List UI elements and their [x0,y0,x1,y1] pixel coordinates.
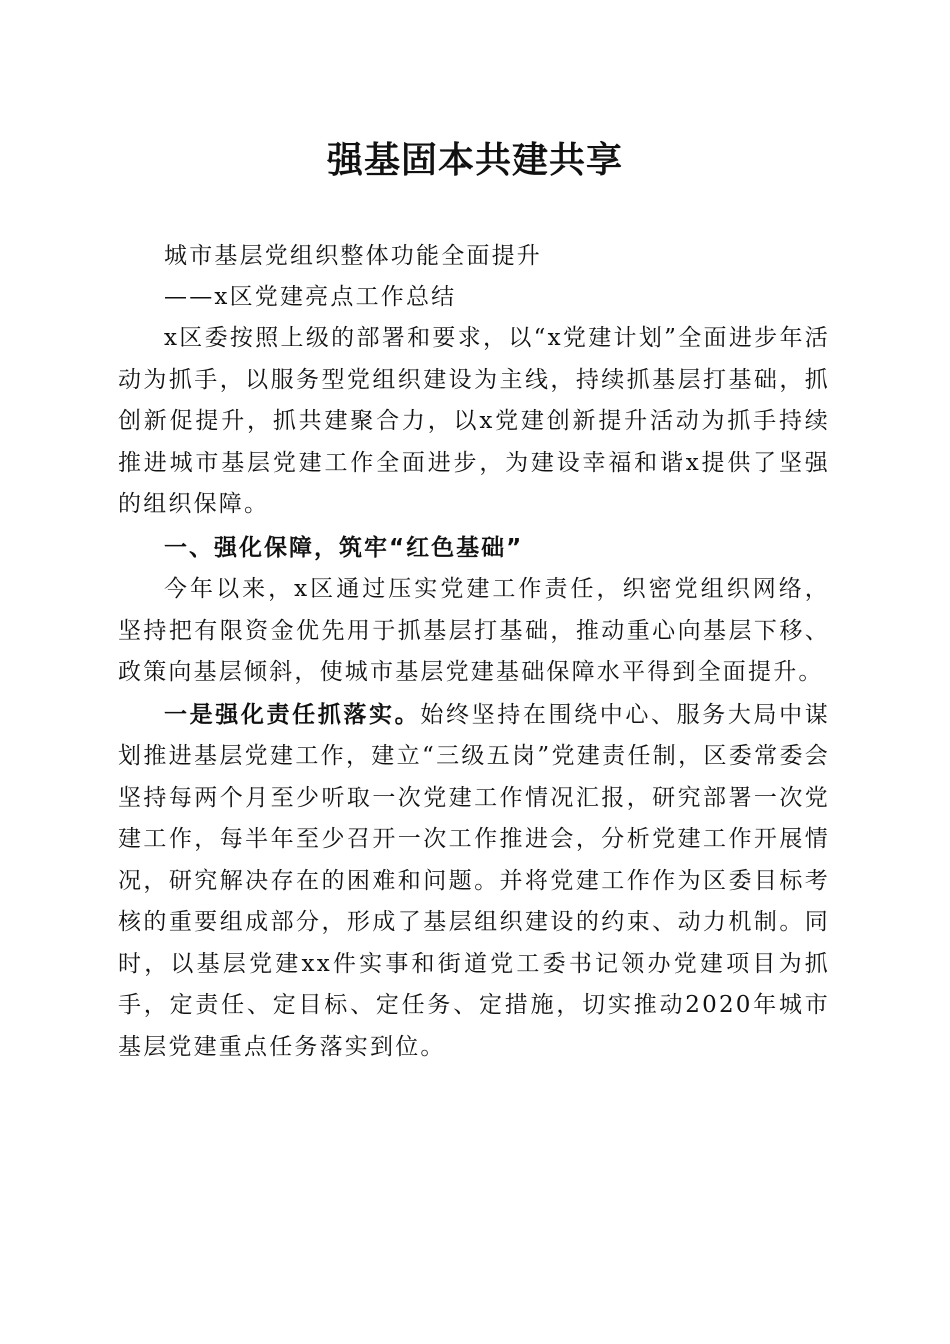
point-lead: 一是强化责任抓落实。 [164,700,421,728]
document-subtitle: 城市基层党组织整体功能全面提升 [164,243,542,269]
document-body [118,236,830,1068]
intro-paragraph: x区委按照上级的部署和要求，以“x党建计划”全面进步年活动为抓手，以服务型党组织建设为主线，持续抓基层打基础，抓创新促提升，抓共建聚合力，以x党建创新提升活动为抓手持续推进城市基层党建工作全面进步，为建设幸福和谐x提供了坚强的组织保障。 [118,325,830,517]
section-paragraph: 今年以来，x区通过压实党建工作责任，织密党组织网络，坚持把有限资金优先用于抓基层打基础，推动重心向基层下移、政策向基层倾斜，使城市基层党建基础保障水平得到全面提升。 [118,576,830,685]
point-paragraph [118,694,830,1069]
point-text: 始终坚持在围绕中心、服务大局中谋划推进基层党建工作，建立“三级五岗”党建责任制，区委常委会坚持每两个月至少听取一次党建工作情况汇报，研究部署一次党建工作，每半年至少召开一次工作推进会，分析党建工作开展情况，研究解决存在的困难和问题。并将党建工作作为区委目标考核的重要组成部分，形成了基层组织建设的约束、动力机制。同时，以基层党建xx件实事和街道党工委书记领办党建项目为抓手，定责任、定目标、定任务、定措施，切实推动2020年城市基层党建重点任务落实到位。 [118,701,831,1060]
section-heading: 一、强化保障，筑牢“红色基础” [164,534,524,561]
document-subtitle-2: ——x区党建亮点工作总结 [164,284,457,310]
document-title: 强基固本共建共享 [326,139,623,181]
